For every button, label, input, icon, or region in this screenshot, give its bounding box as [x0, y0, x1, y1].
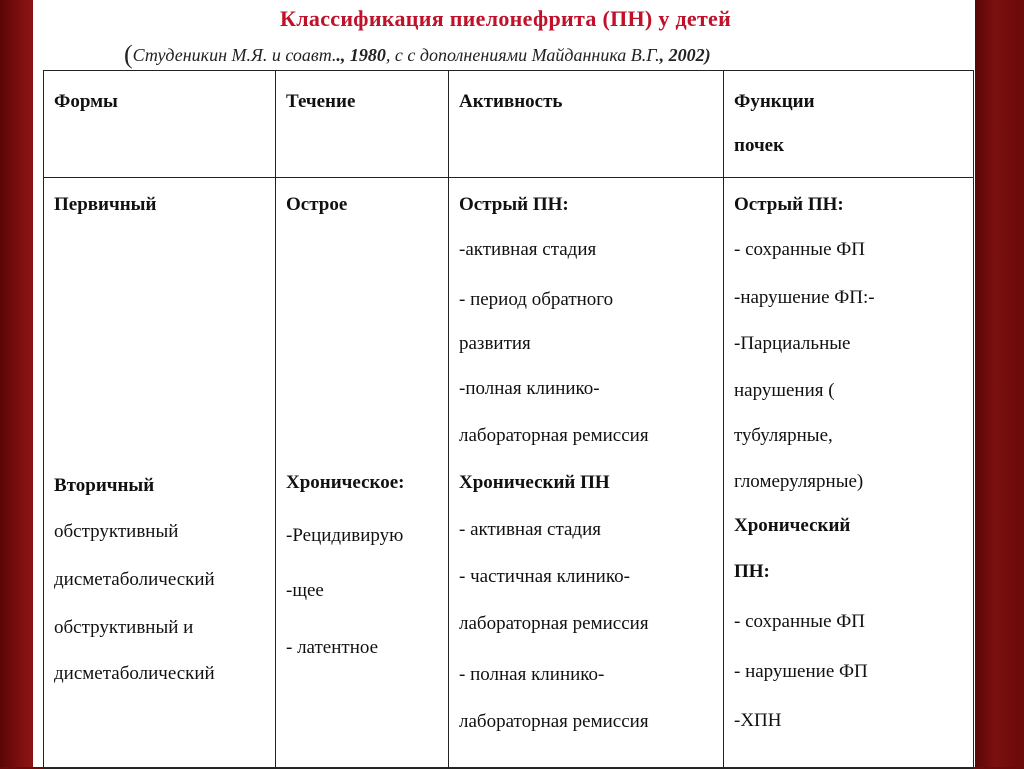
- header-cell-function: [724, 71, 974, 178]
- subtitle-addition: , с с дополнениями Майданника В.Г.: [385, 45, 660, 65]
- course-cell: [276, 178, 449, 769]
- function-acute-3: -Парциальные: [734, 333, 851, 354]
- form-primary: Первичный: [54, 194, 157, 215]
- header-cell-course: [276, 71, 449, 178]
- activity-acute-head: Острый ПН:: [459, 194, 569, 215]
- activity-acute-2: - период обратного: [459, 289, 614, 310]
- function-acute-1: - сохранные ФП: [734, 239, 865, 260]
- header-function-line2: почек: [734, 135, 785, 156]
- function-acute-head: Острый ПН:: [734, 194, 844, 215]
- function-acute-4: нарушения (: [734, 380, 835, 401]
- function-chronic-3: -ХПН: [734, 710, 782, 731]
- header-function-line1: Функции: [734, 91, 815, 112]
- activity-acute-1: -активная стадия: [459, 239, 597, 260]
- activity-chronic-head: Хронический ПН: [459, 472, 610, 493]
- function-chronic-head-2: ПН:: [734, 561, 770, 582]
- table-body-row: [44, 178, 974, 769]
- function-acute-2: -нарушение ФП:-: [734, 287, 875, 308]
- course-recurrent-2: -щее: [286, 580, 324, 601]
- function-cell: [724, 178, 974, 769]
- activity-acute-3: развития: [459, 333, 531, 354]
- activity-chronic-5: лабораторная ремиссия: [459, 711, 649, 732]
- form-obstructive-and: обструктивный и: [54, 617, 194, 638]
- header-activity: Активность: [459, 91, 563, 112]
- subtitle: [124, 40, 711, 70]
- form-obstructive: обструктивный: [54, 521, 179, 542]
- form-dysmetabolic-2: дисметаболический: [54, 663, 215, 684]
- activity-acute-5: лабораторная ремиссия: [459, 425, 649, 446]
- function-acute-5: тубулярные,: [734, 425, 833, 446]
- function-acute-6: гломерулярные): [734, 471, 864, 492]
- slide-frame-right: [975, 0, 1024, 767]
- course-latent: - латентное: [286, 637, 379, 658]
- activity-chronic-3: лабораторная ремиссия: [459, 613, 649, 634]
- activity-chronic-1: - активная стадия: [459, 519, 601, 540]
- form-secondary: Вторичный: [54, 475, 155, 496]
- activity-cell: [449, 178, 724, 769]
- form-dysmetabolic: дисметаболический: [54, 569, 215, 590]
- course-chronic: Хроническое:: [286, 472, 405, 493]
- page-title: Классификация пиелонефрита (ПН) у детей: [280, 6, 732, 31]
- table-header-row: [44, 71, 974, 178]
- subtitle-year2: , 2002): [659, 45, 711, 65]
- activity-chronic-2: - частичная клинико-: [459, 566, 630, 587]
- header-course: Течение: [286, 91, 356, 112]
- forms-cell: [44, 178, 276, 769]
- classification-table: [43, 70, 974, 769]
- function-chronic-head-1: Хронический: [734, 515, 851, 536]
- course-acute: Острое: [286, 194, 348, 215]
- course-recurrent-1: -Рецидивирую: [286, 525, 404, 546]
- header-forms: Формы: [54, 91, 118, 112]
- function-chronic-1: - сохранные ФП: [734, 611, 865, 632]
- activity-acute-4: -полная клинико-: [459, 378, 600, 399]
- subtitle-year: ., 1980: [336, 45, 386, 65]
- subtitle-open-paren: (: [124, 40, 133, 69]
- subtitle-authors: Студеникин М.Я. и соавт.: [132, 45, 337, 65]
- activity-chronic-4: - полная клинико-: [459, 664, 605, 685]
- header-cell-forms: [44, 71, 276, 178]
- function-chronic-2: - нарушение ФП: [734, 661, 868, 682]
- header-cell-activity: [449, 71, 724, 178]
